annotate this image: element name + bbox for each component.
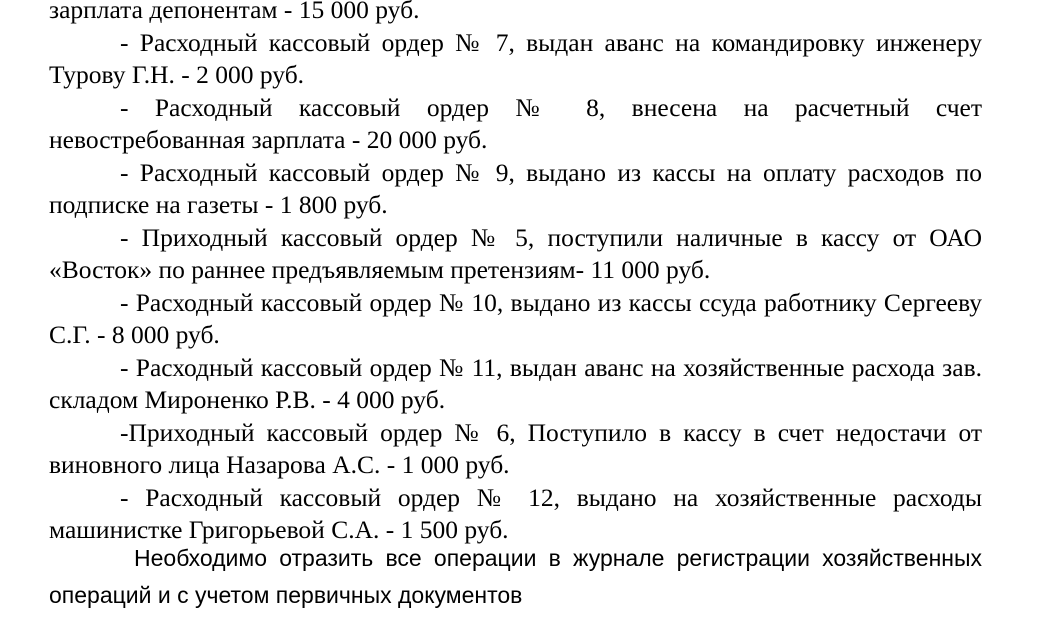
paragraph-order-7: - Расходный кассовый ордер № 7, выдан аванс на командировку инженеру Турову Г.Н. - 2 000 руб. (49, 27, 982, 89)
paragraph-order-8: - Расходный кассовый ордер № 8, внесена на расчетный счет невостребованная зарплата - 20 000 руб. (49, 92, 982, 154)
task-instruction: Необходимо отразить все операции в журнале регистрации хозяйственных операций и с учетом первичных документов (49, 545, 982, 608)
operations-list (49, 0, 982, 547)
paragraph-order-12: - Расходный кассовый ордер № 12, выдано на хозяйственные расходы машинистке Григорьевой С.А. - 1 500 руб. (49, 482, 982, 544)
paragraph-order-10: - Расходный кассовый ордер № 10, выдано из кассы ссуда работнику Сергееву С.Г. - 8 000 руб. (49, 287, 982, 349)
paragraph-order-9: - Расходный кассовый ордер № 9, выдано из кассы на оплату расходов по подписке на газеты - 1 800 руб. (49, 157, 982, 219)
paragraph-receipt-5: - Приходный кассовый ордер № 5, поступили наличные в кассу от ОАО «Восток» по раннее предъявляемым претензиям- 11 000 руб. (49, 222, 982, 284)
paragraph-continuation: зарплата депонентам - 15 000 руб. (49, 0, 420, 24)
paragraph-order-11: - Расходный кассовый ордер № 11, выдан аванс на хозяйственные расхода зав. складом Мироненко Р.В. - 4 000 руб. (49, 352, 982, 414)
paragraph-receipt-6: -Приходный кассовый ордер № 6, Поступило в кассу в счет недостачи от виновного лица Назарова А.С. - 1 000 руб. (49, 417, 982, 479)
